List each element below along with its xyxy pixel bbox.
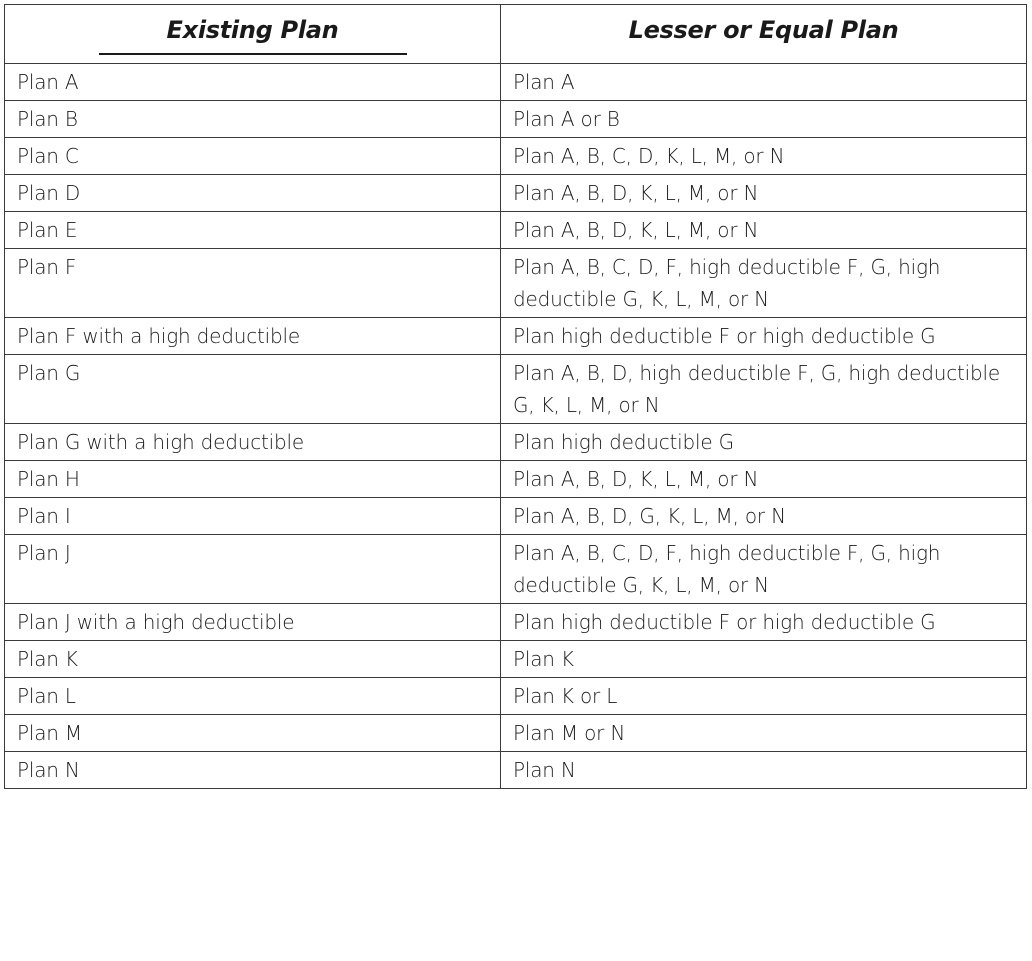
table-row bbox=[5, 318, 1027, 355]
table-row bbox=[5, 101, 1027, 138]
existing-plan-cell: Plan E bbox=[5, 212, 501, 249]
lesser-plan-cell: Plan K or L bbox=[501, 678, 1027, 715]
lesser-plan-cell: Plan A or B bbox=[501, 101, 1027, 138]
existing-plan-cell: Plan F bbox=[5, 249, 501, 318]
table-row bbox=[5, 212, 1027, 249]
existing-plan-cell: Plan G with a high deductible bbox=[5, 424, 501, 461]
existing-plan-cell: Plan N bbox=[5, 752, 501, 789]
existing-plan-cell: Plan A bbox=[5, 64, 501, 101]
header-row bbox=[5, 5, 1027, 64]
table-row bbox=[5, 175, 1027, 212]
lesser-plan-cell: Plan K bbox=[501, 641, 1027, 678]
header-lesser-or-equal-plan bbox=[501, 5, 1027, 64]
table-row bbox=[5, 138, 1027, 175]
table-row bbox=[5, 535, 1027, 604]
existing-plan-cell: Plan I bbox=[5, 498, 501, 535]
header-existing-plan-label: Existing Plan bbox=[99, 13, 407, 55]
lesser-plan-cell: Plan high deductible F or high deductible G bbox=[501, 604, 1027, 641]
table-row bbox=[5, 604, 1027, 641]
table-row bbox=[5, 641, 1027, 678]
table-row bbox=[5, 715, 1027, 752]
lesser-plan-cell: Plan A, B, C, D, F, high deductible F, G, high deductible G, K, L, M, or N bbox=[501, 249, 1027, 318]
table-row bbox=[5, 752, 1027, 789]
table-row bbox=[5, 355, 1027, 424]
lesser-plan-cell: Plan N bbox=[501, 752, 1027, 789]
existing-plan-cell: Plan M bbox=[5, 715, 501, 752]
lesser-plan-cell: Plan A, B, D, high deductible F, G, high deductible G, K, L, M, or N bbox=[501, 355, 1027, 424]
plan-comparison-table bbox=[4, 4, 1027, 789]
table-row bbox=[5, 64, 1027, 101]
header-existing-plan bbox=[5, 5, 501, 64]
existing-plan-cell: Plan F with a high deductible bbox=[5, 318, 501, 355]
lesser-plan-cell: Plan high deductible F or high deductible G bbox=[501, 318, 1027, 355]
lesser-plan-cell: Plan M or N bbox=[501, 715, 1027, 752]
existing-plan-cell: Plan H bbox=[5, 461, 501, 498]
lesser-plan-cell: Plan A, B, C, D, K, L, M, or N bbox=[501, 138, 1027, 175]
existing-plan-cell: Plan J bbox=[5, 535, 501, 604]
lesser-plan-cell: Plan A, B, D, G, K, L, M, or N bbox=[501, 498, 1027, 535]
existing-plan-cell: Plan B bbox=[5, 101, 501, 138]
table-row bbox=[5, 249, 1027, 318]
existing-plan-cell: Plan K bbox=[5, 641, 501, 678]
existing-plan-cell: Plan L bbox=[5, 678, 501, 715]
table-row bbox=[5, 498, 1027, 535]
lesser-plan-cell: Plan A, B, D, K, L, M, or N bbox=[501, 212, 1027, 249]
existing-plan-cell: Plan J with a high deductible bbox=[5, 604, 501, 641]
table-row bbox=[5, 678, 1027, 715]
table-row bbox=[5, 424, 1027, 461]
lesser-plan-cell: Plan A, B, D, K, L, M, or N bbox=[501, 175, 1027, 212]
lesser-plan-cell: Plan high deductible G bbox=[501, 424, 1027, 461]
table-row bbox=[5, 461, 1027, 498]
existing-plan-cell: Plan D bbox=[5, 175, 501, 212]
lesser-plan-cell: Plan A, B, D, K, L, M, or N bbox=[501, 461, 1027, 498]
lesser-plan-cell: Plan A bbox=[501, 64, 1027, 101]
header-lesser-or-equal-plan-label: Lesser or Equal Plan bbox=[628, 16, 899, 44]
existing-plan-cell: Plan C bbox=[5, 138, 501, 175]
existing-plan-cell: Plan G bbox=[5, 355, 501, 424]
lesser-plan-cell: Plan A, B, C, D, F, high deductible F, G, high deductible G, K, L, M, or N bbox=[501, 535, 1027, 604]
